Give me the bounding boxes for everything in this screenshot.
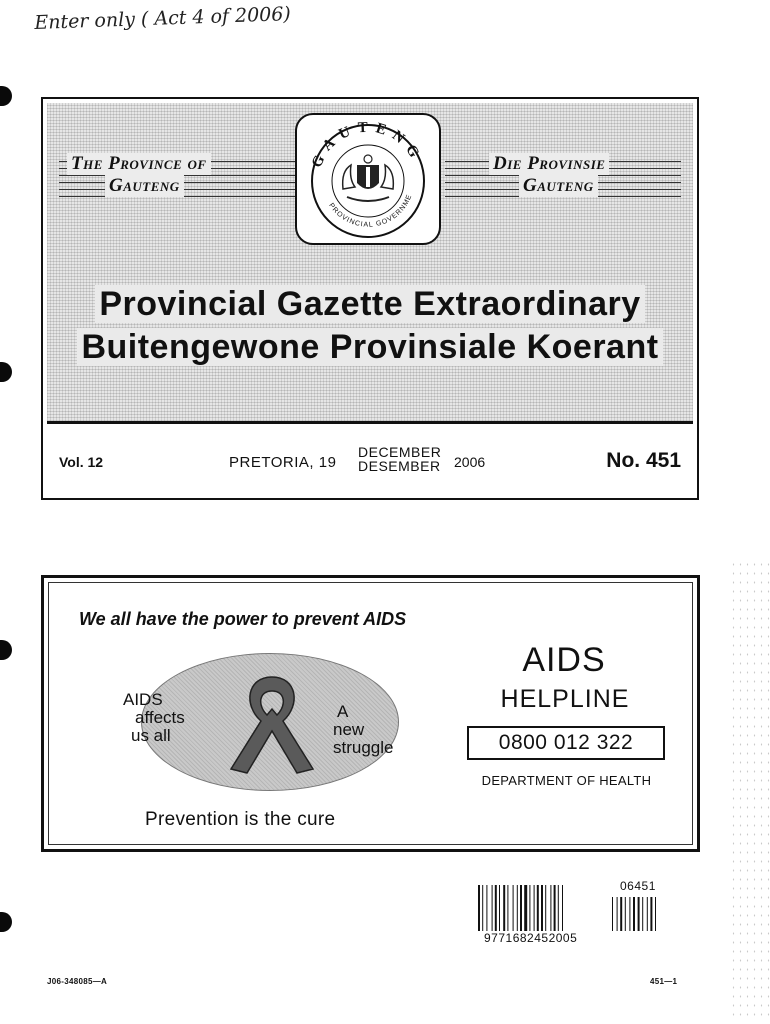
- helpline-aids-heading: AIDS: [522, 641, 606, 679]
- punch-mark: [0, 362, 12, 382]
- issue-number: No. 451: [606, 449, 681, 472]
- footer-page-code: 451—1: [650, 977, 678, 986]
- punch-mark: [0, 86, 12, 106]
- province-en-line2: Gauteng: [105, 175, 184, 197]
- svg-text:GAUTENG: GAUTENG: [308, 119, 426, 171]
- province-af-line1: Die Provinsie: [489, 153, 609, 175]
- advert-tagline: Prevention is the cure: [145, 809, 336, 830]
- place-day: PRETORIA, 19: [229, 454, 337, 471]
- advert-frame: [48, 582, 693, 845]
- handwritten-note: Enter only ( Act 4 of 2006): [34, 3, 292, 34]
- barcode-issue-code: 06451: [620, 879, 656, 893]
- province-band-right: [445, 155, 681, 197]
- province-af-line2: Gauteng: [519, 175, 598, 197]
- helpline-heading: HELPLINE: [500, 685, 630, 713]
- department-name: DEPARTMENT OF HEALTH: [481, 773, 652, 788]
- month-stack: [358, 445, 441, 473]
- punch-mark: [0, 912, 12, 932]
- advert-right-text: A new struggle: [333, 702, 394, 757]
- province-band-left: [59, 155, 309, 197]
- aids-advert: [41, 575, 700, 852]
- svg-text:PROVINCIAL GOVERNMENT: PROVINCIAL GOVERNME: [327, 193, 414, 229]
- coat-of-arms-icon: [297, 115, 439, 243]
- year: 2006: [454, 454, 486, 470]
- province-en-line1: The Province of: [67, 153, 211, 175]
- title-english: Provincial Gazette Extraordinary: [43, 285, 697, 324]
- title-afrikaans: Buitengewone Provinsiale Koerant: [43, 328, 697, 367]
- barcode-block: [476, 879, 676, 949]
- month-english: DECEMBER: [358, 444, 442, 460]
- issue-info-line: [57, 445, 683, 481]
- month-afrikaans: DESEMBER: [358, 458, 441, 474]
- gazette-masthead: [41, 97, 699, 500]
- divider: [47, 421, 693, 424]
- advert-slogan: We all have the power to prevent AIDS: [79, 609, 407, 629]
- helpline-phone-number: 0800 012 322: [467, 726, 665, 760]
- gauteng-seal: [295, 113, 441, 245]
- punch-mark: [0, 640, 12, 660]
- volume-label: Vol. 12: [59, 454, 104, 470]
- footer-left-code: J06-348085—A: [47, 977, 108, 986]
- barcode-number: 9771682452005: [484, 931, 578, 945]
- red-ribbon-icon: [217, 669, 327, 779]
- advert-left-text: AIDS affects us all: [123, 690, 185, 745]
- scan-noise: [730, 560, 770, 1020]
